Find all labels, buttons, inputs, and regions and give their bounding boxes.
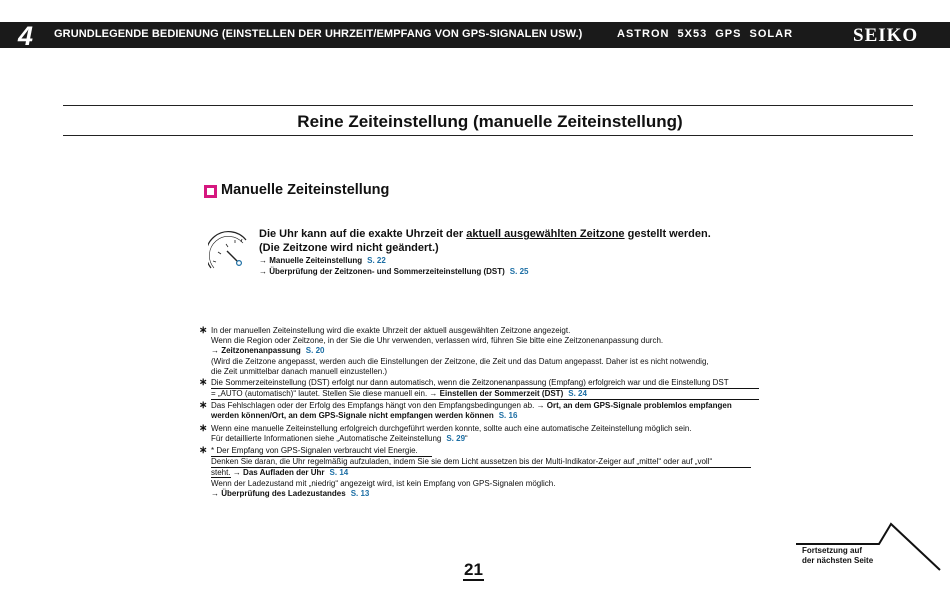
page-ref[interactable]: S. 16 [498,411,518,421]
header-bar [0,21,950,51]
page-ref[interactable]: S. 22 [367,256,386,265]
page-ref[interactable]: S. 29 [446,434,466,444]
note-line: = „AUTO (automatisch)“ lautet. Stellen Sie diese manuell ein. [211,389,428,399]
note-bullet: ∗ [199,325,208,336]
chapter-number: 4 [18,21,34,51]
link-manual-time[interactable] [259,256,386,265]
note-ref[interactable]: → Überprüfung des Ladezustandes [211,488,346,498]
note-line: Denken Sie daran, die Uhr regelmäßig aufzuladen, indem Sie sie dem Licht aussetzen bis der Multi-Indikator-Zeiger auf „mittel“ oder auf „voll“ [211,457,751,468]
page-ref[interactable]: S. 13 [350,488,370,498]
note-line: Wenn der Ladezustand mit „niedrig“ angezeigt wird, ist kein Empfang von GPS-Signalen möglich. [211,478,556,488]
note-ref[interactable]: → Das Aufladen der Uhr [232,468,325,478]
note-bullet: ∗ [199,445,208,456]
note-line: Wenn die Region oder Zeitzone, in der Sie die Uhr verwenden, verlassen wird, führen Sie bitte eine Zeitzonenanpassung durch. [211,336,664,346]
intro-line-1-end: gestellt werden. [624,228,711,240]
intro-line-2: (Die Zeitzone wird nicht geändert.) [259,242,439,254]
page-ref[interactable]: S. 25 [509,267,529,276]
note-line: Wenn eine manuelle Zeiteinstellung erfolgreich durchgeführt werden konnte, sollte auch eine automatische Zeiteinstellung möglich sein. [211,424,692,433]
section-title: Manuelle Zeiteinstellung [221,182,390,198]
title-rule-bottom [63,135,913,136]
brand-logo: SEIKO [853,25,919,46]
link-timezone-check[interactable] [259,267,528,276]
section-square-icon [204,185,217,198]
note-2 [199,377,759,400]
note-line: Für detaillierte Informationen siehe „Automatische Zeiteinstellung [211,434,442,444]
note-ref[interactable]: → Einstellen der Sommerzeit (DST) [429,389,564,399]
intro-line-1-start: Die Uhr kann auf die exakte Uhrzeit der [259,228,467,240]
page-title: Reine Zeiteinstellung (manuelle Zeiteinstellung) [297,112,683,131]
page-ref[interactable]: S. 20 [305,346,325,356]
note-line: (Wird die Zeitzone angepasst, werden auch die Einstellungen der Zeitzone, die Zeit und das Datum angepasst. Daher ist es nicht notwendig, [211,356,709,366]
note-line: * Der Empfang von GPS-Signalen verbraucht viel Energie. [211,446,432,457]
note-1 [199,325,771,377]
note-line: Die Sommerzeiteinstellung (DST) erfolgt nur dann automatisch, wenn die Zeitzonenanpassung (Empfang) erfolgreich war und die Einstellung DST [211,378,759,389]
note-line: In der manuellen Zeiteinstellung wird die exakte Uhrzeit der aktuell ausgewählten Zeitzone angezeigt. [211,326,571,335]
link-label: → Überprüfung der Zeitzonen- und Sommerzeiteinstellung (DST) [259,267,505,276]
model-name: ASTRON 5X53 GPS SOLAR [617,28,794,40]
title-rule-top [63,105,913,106]
note-3 [199,400,771,421]
continuation-line-1: Fortsetzung auf [802,546,862,555]
watch-dial-icon [208,230,252,272]
intro-underlined: aktuell ausgewählten Zeitzone [466,228,625,240]
note-5 [199,445,751,499]
quote-mark: “ [465,434,468,444]
page-ref[interactable]: S. 24 [568,389,587,399]
note-ref-cont[interactable]: werden können/Ort, an dem GPS-Signale nicht empfangen werden können [211,411,494,421]
intro-text [259,227,711,255]
note-4 [199,423,771,444]
note-line: die Zeit unmittelbar danach manuell einzustellen.) [211,366,388,376]
note-line: Das Fehlschlagen oder der Erfolg des Empfangs hängt von den Empfangsbedingungen ab. [211,401,535,410]
link-label: → Manuelle Zeiteinstellung [259,256,363,265]
note-line: steht. [211,468,231,478]
note-bullet: ∗ [199,377,208,388]
note-ref[interactable]: → Zeitzonenanpassung [211,346,301,356]
continuation-line-2: der nächsten Seite [802,556,874,565]
note-ref[interactable]: → Ort, an dem GPS-Signale problemlos empfangen [536,401,732,410]
page-ref[interactable]: S. 14 [329,468,349,478]
chapter-title: GRUNDLEGENDE BEDIENUNG (EINSTELLEN DER UHRZEIT/EMPFANG VON GPS-SIGNALEN USW.) [54,28,583,40]
note-bullet: ∗ [199,423,208,434]
continuation-note[interactable] [802,546,873,566]
note-bullet: ∗ [199,400,208,411]
page-number: 21 [464,560,483,579]
